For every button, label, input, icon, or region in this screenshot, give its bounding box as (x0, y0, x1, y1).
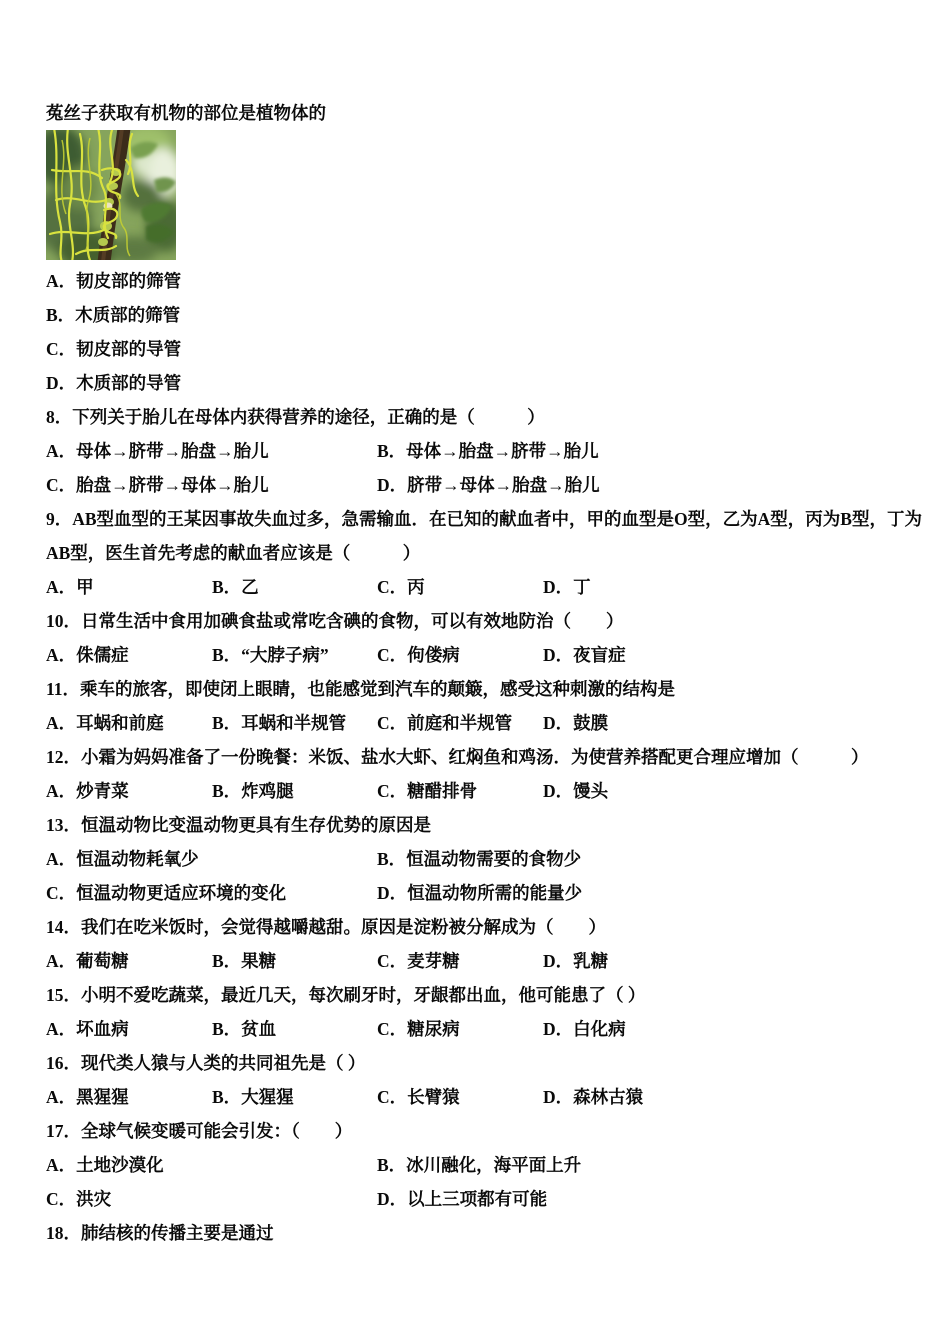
question-1-option-b: B．母体→胎盘→脐带→胎儿 (377, 441, 599, 461)
question-9-option-d: D．森林古猿 (543, 1087, 644, 1107)
question-11-stem-line-0: 18．肺结核的传播主要是通过 (46, 1223, 274, 1243)
question-8-option-a: A．坏血病 (46, 1019, 129, 1039)
question-3-option-c: C．佝偻病 (377, 645, 460, 665)
question-6-stem-line-0: 13．恒温动物比变温动物更具有生存优势的原因是 (46, 815, 431, 835)
question-3-option-d: D．夜盲症 (543, 645, 626, 665)
question-image-row (46, 130, 910, 260)
question-4-option-b: B．耳蜗和半规管 (212, 713, 347, 733)
question-8-options-row (46, 1012, 910, 1046)
question-7-option-d: D．乳糖 (543, 951, 609, 971)
question-6-option-c: C．恒温动物更适应环境的变化 (46, 883, 287, 903)
question-10-option-a: A．土地沙漠化 (46, 1155, 164, 1175)
question-5-option-b: B．炸鸡腿 (212, 781, 294, 801)
question-9-option-b: B．大猩猩 (212, 1087, 294, 1107)
question-3-option-b: B．“大脖子病” (212, 645, 329, 665)
question-1-option-c: C．胎盘→脐带→母体→胎儿 (46, 475, 269, 495)
question-6-option-a: A．恒温动物耗氧少 (46, 849, 199, 869)
question-2-option-b: B．乙 (212, 577, 259, 597)
question-5-option-c: C．糖醋排骨 (377, 781, 478, 801)
question-0-option-b: B．木质部的筛管 (46, 305, 181, 325)
question-8-option-c: C．糖尿病 (377, 1019, 460, 1039)
question-10-options-row (46, 1182, 910, 1216)
question-4-option-c: C．前庭和半规管 (377, 713, 513, 733)
question-1-option-a: A．母体→脐带→胎盘→胎儿 (46, 441, 269, 461)
question-10-option-b: B．冰川融化，海平面上升 (377, 1155, 582, 1175)
question-2-option-a: A．甲 (46, 577, 94, 597)
question-1-options-row (46, 468, 910, 502)
question-9-stem-line-0: 16．现代类人猿与人类的共同祖先是（ ） (46, 1053, 366, 1073)
question-4-option-a: A．耳蜗和前庭 (46, 713, 164, 733)
question-2-stem-line-0: 9．AB型血型的王某因事故失血过多，急需输血．在已知的献血者中，甲的血型是O型，乙为A型，丙为B型，丁为 (46, 509, 922, 529)
question-9-options-row (46, 1080, 910, 1114)
question-list (46, 96, 922, 1250)
question-3-option-a: A．侏儒症 (46, 645, 129, 665)
question-6-options-row (46, 842, 910, 876)
question-6-option-d: D．恒温动物所需的能量少 (377, 883, 583, 903)
question-1-option-d: D．脐带→母体→胎盘→胎儿 (377, 475, 600, 495)
question-10-option-d: D．以上三项都有可能 (377, 1189, 548, 1209)
question-7-stem-line-0: 14．我们在吃米饭时，会觉得越嚼越甜。原因是淀粉被分解成为（ ） (46, 917, 606, 937)
question-9-option-c: C．长臂猿 (377, 1087, 460, 1107)
question-4-options-row (46, 706, 910, 740)
question-5-option-a: A．炒青菜 (46, 781, 129, 801)
question-0-option-c: C．韧皮部的导管 (46, 339, 182, 359)
question-8-option-d: D．白化病 (543, 1019, 626, 1039)
question-7-option-b: B．果糖 (212, 951, 277, 971)
question-0-option-d: D．木质部的导管 (46, 373, 182, 393)
question-6-options-row (46, 876, 910, 910)
question-10-options-row (46, 1148, 910, 1182)
question-10-stem-line-0: 17．全球气候变暖可能会引发：（ ） (46, 1121, 353, 1141)
question-8-stem-line-0: 15．小明不爱吃蔬菜，最近几天，每次刷牙时，牙龈都出血，他可能患了（ ） (46, 985, 646, 1005)
question-2-stem-line-1: AB型，医生首先考虑的献血者应该是（ ） (46, 543, 421, 563)
question-4-stem-line-0: 11．乘车的旅客，即使闭上眼睛，也能感觉到汽车的颠簸，感受这种刺激的结构是 (46, 679, 676, 699)
question-5-stem-line-0: 12．小霜为妈妈准备了一份晚餐：米饭、盐水大虾、红焖鱼和鸡汤．为使营养搭配更合理应增加（ ） (46, 747, 869, 767)
question-2-options-row (46, 570, 910, 604)
question-4-option-d: D．鼓膜 (543, 713, 609, 733)
question-6-option-b: B．恒温动物需要的食物少 (377, 849, 582, 869)
question-9-option-a: A．黑猩猩 (46, 1087, 129, 1107)
question-10-option-c: C．洪灾 (46, 1189, 112, 1209)
question-2-option-c: C．丙 (377, 577, 425, 597)
question-7-option-a: A．葡萄糖 (46, 951, 129, 971)
question-7-option-c: C．麦芽糖 (377, 951, 460, 971)
question-0-option-a: A．韧皮部的筛管 (46, 271, 182, 291)
question-5-options-row (46, 774, 910, 808)
question-2-option-d: D．丁 (543, 577, 591, 597)
question-5-option-d: D．馒头 (543, 781, 609, 801)
question-3-stem-line-0: 10．日常生活中食用加碘食盐或常吃含碘的食物，可以有效地防治（ ） (46, 611, 624, 631)
question-3-options-row (46, 638, 910, 672)
question-8-option-b: B．贫血 (212, 1019, 277, 1039)
question-1-options-row (46, 434, 910, 468)
question-1-stem-line-0: 8．下列关于胎儿在母体内获得营养的途径，正确的是（ ） (46, 407, 545, 427)
question-0-stem-line-0: 菟丝子获取有机物的部位是植物体的 (46, 103, 326, 123)
dodder-plant-photo (46, 130, 176, 260)
question-7-options-row (46, 944, 910, 978)
